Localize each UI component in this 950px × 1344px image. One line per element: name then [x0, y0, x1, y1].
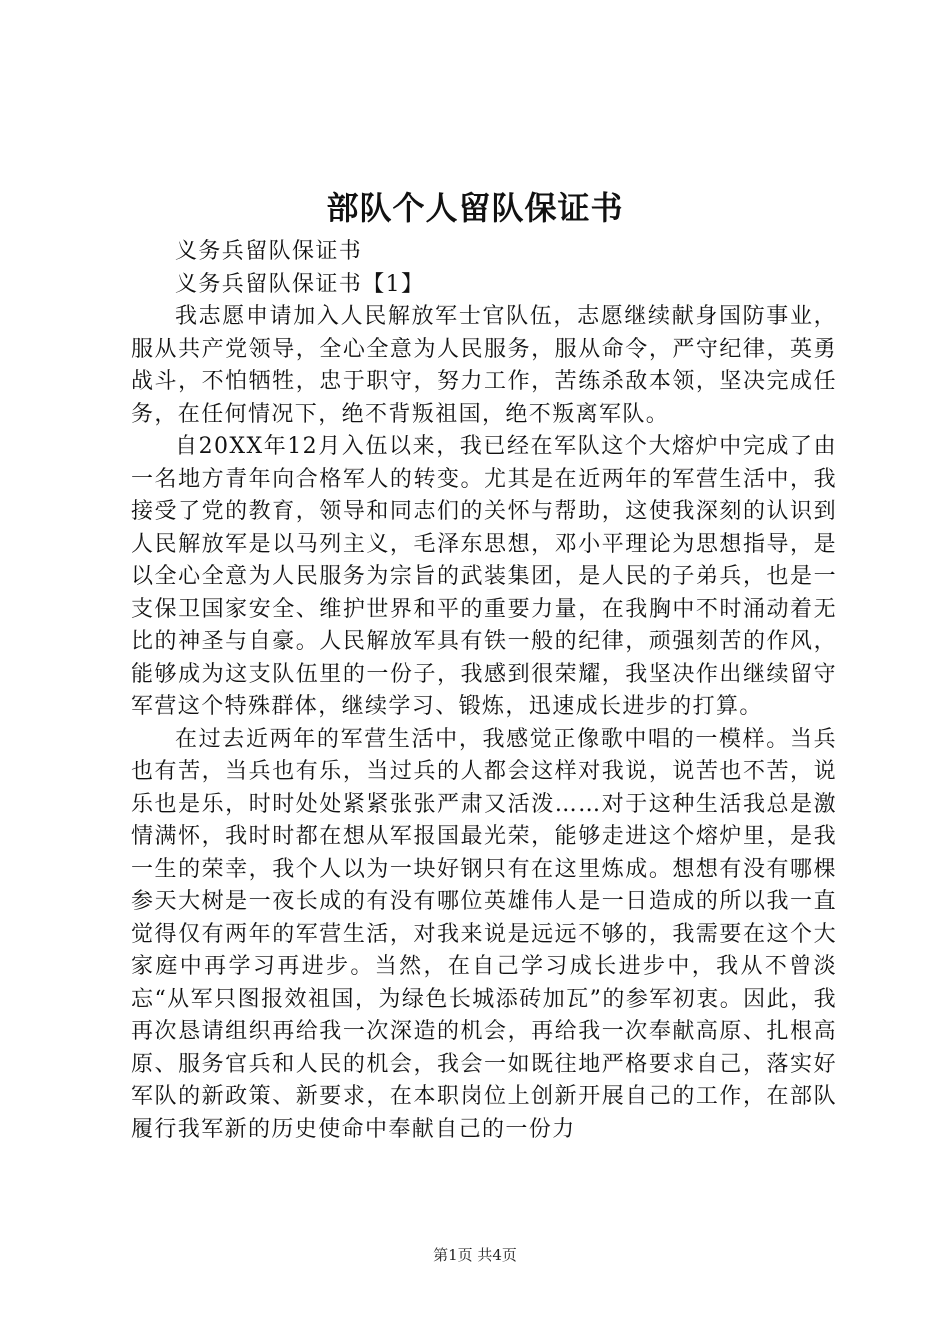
- page-footer: 第1页 共4页: [433, 1246, 517, 1264]
- paragraph-3: 在过去近两年的军营生活中，我感觉正像歌中唱的一模样。当兵也有苦，当兵也有乐，当过兵的人都会这样对我说，说苦也不苦，说乐也是乐，时时处处紧紧张张严肃又活泼……对于这种生活我总是激情满怀，我时时都在想从军报国最光荣，能够走进这个熔炉里，是我一生的荣幸，我个人以为一块好钢只有在这里炼成。想想有没有哪棵参天大树是一夜长成的有没有哪位英雄伟人是一日造成的所以我一直觉得仅有两年的军营生活，对我来说是远远不够的，我需要在这个大家庭中再学习再进步。当然，在自己学习成长进步中，我从不曾淡忘“从军只图报效祖国，为绿色长城添砖加瓦”的参军初衷。因此，我再次恳请组织再给我一次深造的机会，再给我一次奉献高原、扎根高原、服务官兵和人民的机会，我会一如既往地严格要求自己，落实好军队的新政策、新要求，在本职岗位上创新开展自己的工作，在部队履行我军新的历史使命中奉献自己的一份力: [131, 726, 837, 1142]
- document-body: [131, 236, 837, 1146]
- section-heading: 义务兵留队保证书【1】: [175, 271, 425, 297]
- paragraph-2: 自20XX年12月入伍以来，我已经在军队这个大熔炉中完成了由一名地方青年向合格军人的转变。尤其是在近两年的军营生活中，我接受了党的教育，领导和同志们的关怀与帮助，这使我深刻的认识到人民解放军是以马列主义，毛泽东思想，邓小平理论为思想指导，是以全心全意为人民服务为宗旨的武装集团，是人民的子弟兵，也是一支保卫国家安全、维护世界和平的重要力量，在我胸中不时涌动着无比的神圣与自豪。人民解放军具有铁一般的纪律，顽强刻苦的作风，能够成为这支队伍里的一份子，我感到很荣耀，我坚决作出继续留守军营这个特殊群体，继续学习、锻炼，迅速成长进步的打算。: [131, 434, 837, 719]
- document-title: 部队个人留队保证书: [326, 189, 624, 227]
- paragraph-1: 我志愿申请加入人民解放军士官队伍，志愿继续献身国防事业，服从共产党领导，全心全意为人民服务，服从命令，严守纪律，英勇战斗，不怕牺牲，忠于职守，努力工作，苦练杀敌本领，坚决完成任务，在任何情况下，绝不背叛祖国，绝不叛离军队。: [131, 304, 837, 427]
- subtitle-line: 义务兵留队保证书: [175, 239, 363, 264]
